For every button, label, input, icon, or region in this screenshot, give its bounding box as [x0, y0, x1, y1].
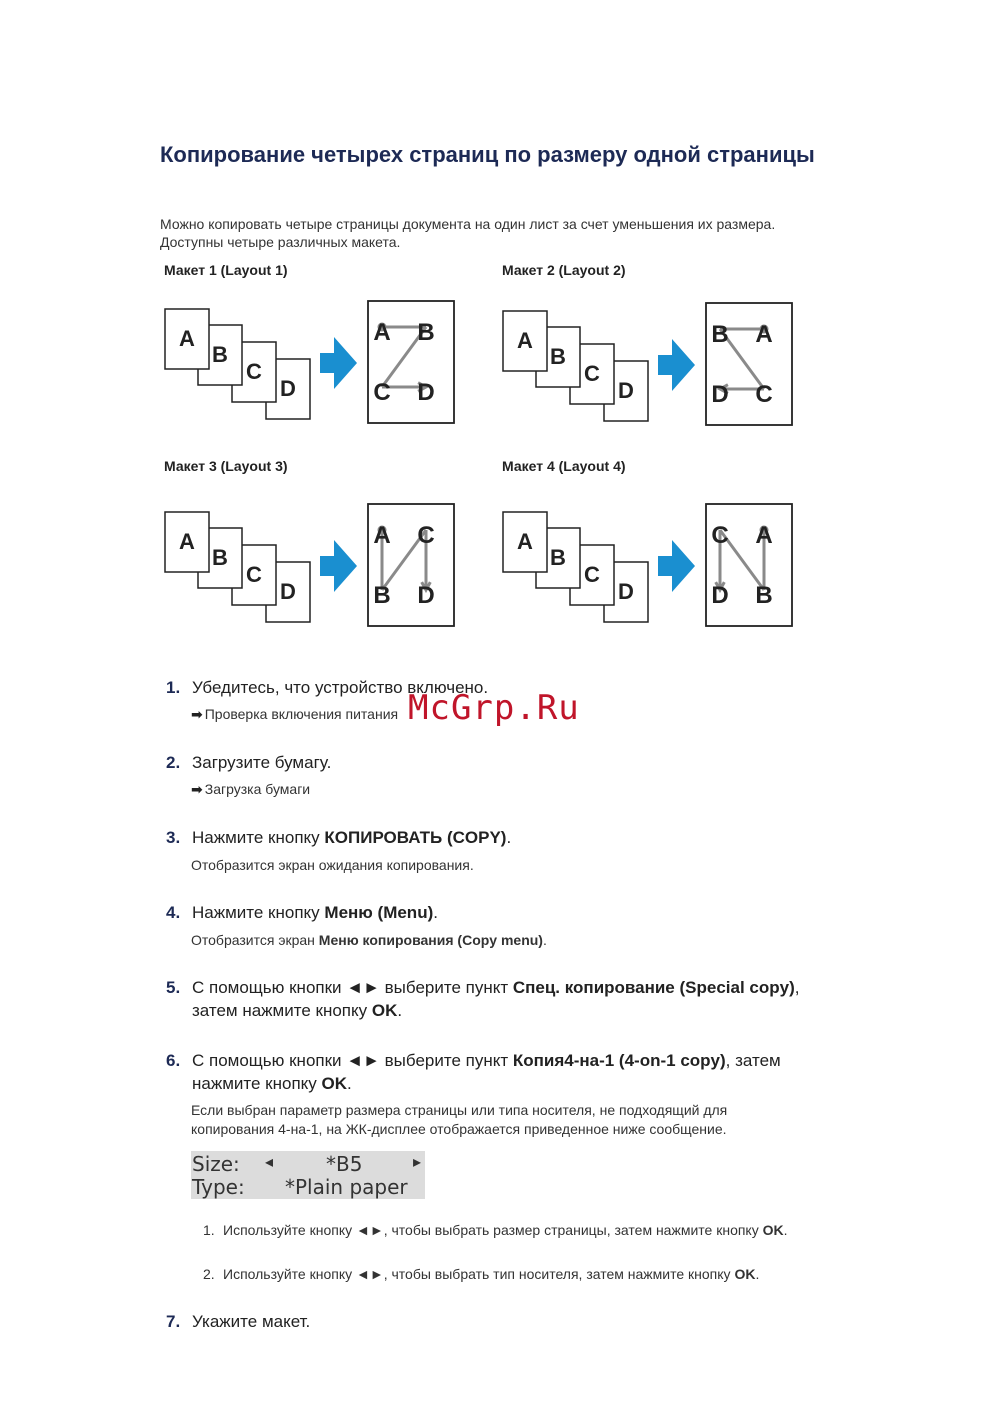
- step-7-text: Укажите макет.: [192, 1312, 311, 1331]
- output-page-letter: D: [417, 379, 435, 406]
- lcd-right-arrow-icon: ▸: [413, 1152, 422, 1171]
- intro-line-1: Можно копировать четыре страницы документа на один лист за счет уменьшения их размера.: [160, 216, 776, 232]
- blue-arrow-icon: [658, 339, 695, 391]
- step-number: 4.: [166, 903, 181, 922]
- lcd-type-value: *Plain paper: [285, 1175, 408, 1199]
- source-page-letter: A: [179, 529, 195, 554]
- step-6-note: Если выбран параметр размера страницы или типа носителя, не подходящий для копирования 4-на-1, на ЖК-дисплее отображается приведенное ниже сообщение.: [191, 1102, 728, 1137]
- step-number: 1.: [166, 678, 181, 697]
- output-page-letter: B: [373, 582, 391, 609]
- source-page-letter: C: [584, 562, 600, 587]
- step-5-text: С помощью кнопки ◄► выберите пункт Спец. копирование (Special copy), затем нажмите кнопку OK.: [192, 978, 800, 1020]
- left-right-arrows-icon: ◄►: [346, 1051, 380, 1070]
- source-page-letter: C: [246, 562, 262, 587]
- sublist-number: 1.: [203, 1222, 215, 1238]
- power-check-link-text[interactable]: Проверка включения питания: [204, 706, 399, 722]
- lcd-display: [191, 1151, 425, 1199]
- arrow-right-icon: ➡: [191, 781, 203, 797]
- output-page-letter: C: [373, 379, 391, 406]
- sublist-text: Используйте кнопку ◄►, чтобы выбрать размер страницы, затем нажмите кнопку OK.: [223, 1222, 788, 1238]
- step-3: [166, 826, 846, 852]
- step-number: 2.: [166, 753, 181, 772]
- step-4-text: Нажмите кнопку Меню (Menu).: [192, 903, 438, 922]
- left-right-arrows-icon: ◄►: [346, 978, 380, 997]
- sublist-item: [203, 1265, 843, 1283]
- output-page-letter: D: [417, 582, 435, 609]
- source-page-letter: D: [280, 376, 296, 401]
- step-6-text: С помощью кнопки ◄► выберите пункт Копия4-на-1 (4-on-1 copy), затем нажмите кнопку OK.: [192, 1051, 781, 1093]
- source-page-letter: A: [517, 328, 533, 353]
- left-right-arrows-icon: ◄►: [356, 1222, 384, 1238]
- copy-button-name: КОПИРОВАТЬ (COPY): [324, 828, 507, 847]
- step-7: [166, 1310, 846, 1336]
- power-check-link[interactable]: [191, 706, 398, 723]
- load-paper-link[interactable]: [191, 781, 310, 798]
- blue-arrow-icon: [658, 540, 695, 592]
- lcd-size-value: *B5: [326, 1152, 363, 1176]
- source-page-letter: D: [618, 378, 634, 403]
- layout-2-label: Макет 2 (Layout 2): [502, 262, 626, 278]
- menu-button-name: Меню (Menu): [324, 903, 434, 922]
- step-2: [166, 751, 846, 777]
- lcd-left-arrow-icon: ◂: [265, 1152, 274, 1171]
- blue-arrow-icon: [320, 540, 357, 592]
- source-page-letter: B: [212, 342, 228, 367]
- output-page-letter: B: [417, 319, 435, 346]
- sublist-number: 2.: [203, 1266, 215, 1282]
- output-page-letter: A: [373, 319, 391, 346]
- lcd-size-label: Size:: [192, 1152, 240, 1176]
- source-page-letter: A: [179, 326, 195, 351]
- step-number: 5.: [166, 978, 181, 997]
- step-5: [166, 976, 846, 1026]
- layout-4-diagram: [498, 498, 798, 633]
- step-4: [166, 901, 846, 927]
- step-6: [166, 1049, 846, 1099]
- output-page-letter: A: [755, 321, 773, 348]
- arrow-right-icon: ➡: [191, 706, 203, 722]
- output-page-letter: B: [711, 321, 729, 348]
- left-right-arrows-icon: ◄►: [356, 1266, 384, 1282]
- source-page-letter: C: [584, 361, 600, 386]
- step-3-text: Нажмите кнопку КОПИРОВАТЬ (COPY).: [192, 828, 512, 847]
- output-page-letter: C: [711, 522, 729, 549]
- step-number: 7.: [166, 1312, 181, 1331]
- source-page-letter: A: [517, 529, 533, 554]
- output-page-letter: A: [373, 522, 391, 549]
- layout-3-diagram: [160, 498, 460, 633]
- watermark: McGrp.Ru: [408, 688, 580, 728]
- sublist-item: [203, 1221, 843, 1257]
- layout-2-diagram: [498, 297, 798, 432]
- source-page-letter: D: [618, 579, 634, 604]
- layout-3-label: Макет 3 (Layout 3): [164, 458, 288, 474]
- sublist-text: Используйте кнопку ◄►, чтобы выбрать тип носителя, затем нажмите кнопку OK.: [223, 1266, 760, 1282]
- intro-line-2: Доступны четыре различных макета.: [160, 234, 401, 250]
- source-page-letter: B: [212, 545, 228, 570]
- source-page-letter: C: [246, 359, 262, 384]
- output-page-letter: C: [755, 381, 773, 408]
- output-page-letter: A: [755, 522, 773, 549]
- step-3-note: Отобразится экран ожидания копирования.: [191, 857, 474, 873]
- page-title: Копирование четырех страниц по размеру одной страницы: [160, 142, 815, 167]
- output-page-letter: B: [755, 582, 773, 609]
- layout-1-diagram: [160, 295, 460, 430]
- blue-arrow-icon: [320, 337, 357, 389]
- lcd-type-label: Type:: [192, 1175, 245, 1199]
- step-2-text: Загрузите бумагу.: [192, 753, 332, 772]
- load-paper-link-text[interactable]: Загрузка бумаги: [204, 781, 311, 797]
- source-page-letter: B: [550, 545, 566, 570]
- step-number: 3.: [166, 828, 181, 847]
- output-page-letter: D: [711, 582, 729, 609]
- layout-4-label: Макет 4 (Layout 4): [502, 458, 626, 474]
- layout-1-label: Макет 1 (Layout 1): [164, 262, 288, 278]
- step-1-text: Убедитесь, что устройство включено.: [192, 678, 489, 697]
- output-page-letter: C: [417, 522, 435, 549]
- source-page-letter: D: [280, 579, 296, 604]
- step-number: 6.: [166, 1051, 181, 1070]
- step-4-note: Отобразится экран Меню копирования (Copy menu).: [191, 932, 547, 948]
- source-page-letter: B: [550, 344, 566, 369]
- output-page-letter: D: [711, 381, 729, 408]
- intro-text: [160, 215, 860, 251]
